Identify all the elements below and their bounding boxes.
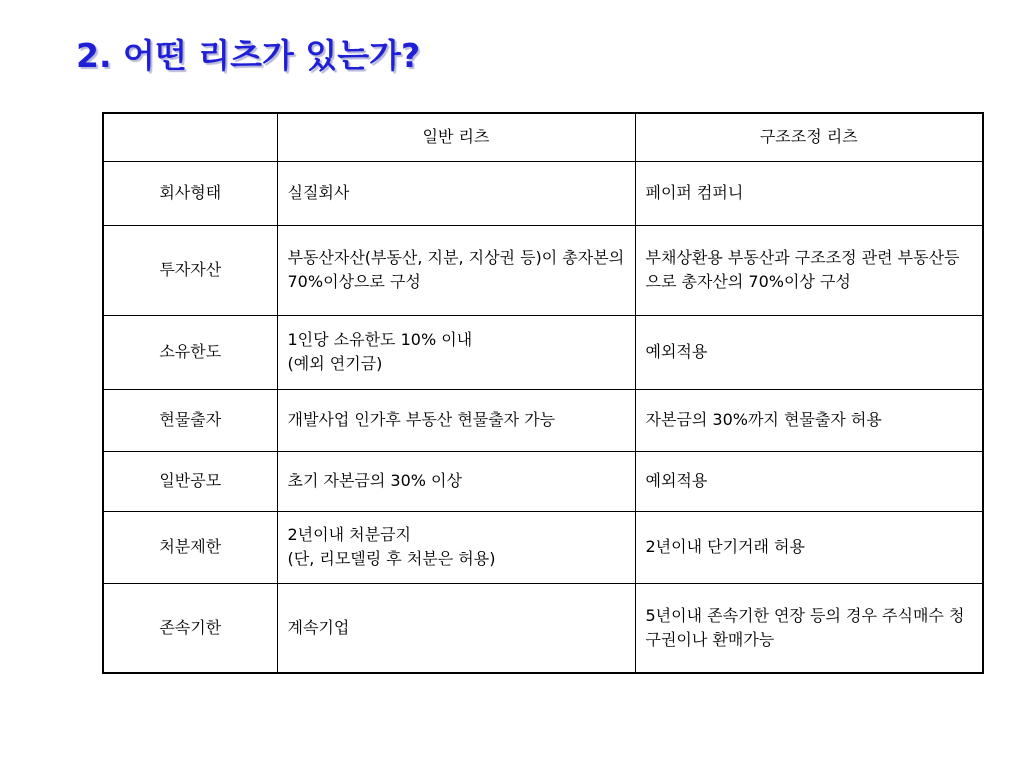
header-general-reits: 일반 리츠	[277, 113, 635, 161]
general-cell	[277, 389, 635, 451]
slide-title: 2. 어떤 리츠가 있는가?	[76, 36, 421, 75]
restructuring-cell	[635, 511, 983, 583]
row-label-ownership-limit: 소유한도	[103, 315, 277, 389]
row-label-public-offering: 일반공모	[103, 451, 277, 511]
row-label-duration-limit: 존속기한	[103, 583, 277, 673]
cell-text: 초기 자본금의 30% 이상	[287, 471, 462, 490]
table-header-row	[103, 113, 983, 161]
table-row	[103, 511, 983, 583]
general-cell	[277, 161, 635, 225]
reits-comparison-table	[102, 112, 984, 674]
cell-text: 5년이내 존속기한 연장 등의 경우 주식매수 청구권이나 환매가능	[645, 605, 965, 649]
restructuring-cell	[635, 583, 983, 673]
cell-text: 예외적용	[645, 342, 708, 361]
row-label-contribution-in-kind: 현물출자	[103, 389, 277, 451]
restructuring-cell	[635, 451, 983, 511]
table-row	[103, 225, 983, 315]
general-cell	[277, 225, 635, 315]
general-cell	[277, 583, 635, 673]
table-row	[103, 451, 983, 511]
cell-text: 개발사업 인가후 부동산 현물출자 가능	[287, 410, 556, 429]
cell-text: 1인당 소유한도 10% 이내	[287, 330, 473, 349]
cell-text: 계속기업	[287, 617, 350, 637]
header-corner-cell	[103, 113, 277, 161]
cell-text: 실질회사	[287, 183, 350, 202]
table-row	[103, 161, 983, 225]
header-restructuring-reits: 구조조정 리츠	[635, 113, 983, 161]
general-cell	[277, 451, 635, 511]
cell-text: 자본금의 30%까지 현물출자 허용	[645, 410, 882, 429]
table-row	[103, 315, 983, 389]
restructuring-cell	[635, 315, 983, 389]
table-row	[103, 389, 983, 451]
cell-text: 부동산자산(부동산, 지분, 지상권 등)이 총자본의 70%이상으로 구성	[287, 248, 625, 291]
cell-text: (단, 리모델링 후 처분은 허용)	[287, 549, 496, 568]
restructuring-cell	[635, 389, 983, 451]
cell-text: 페이퍼 컴퍼니	[645, 183, 744, 202]
general-cell	[277, 315, 635, 389]
restructuring-cell	[635, 161, 983, 225]
row-label-investment-assets: 투자자산	[103, 225, 277, 315]
general-cell	[277, 511, 635, 583]
cell-text: (예외 연기금)	[287, 354, 383, 373]
row-label-disposal-restriction: 처분제한	[103, 511, 277, 583]
table-row	[103, 583, 983, 673]
cell-text: 부채상환용 부동산과 구조조정 관련 부동산등으로 총자산의 70%이상 구성	[645, 248, 960, 291]
restructuring-cell	[635, 225, 983, 315]
cell-text: 2년이내 단기거래 허용	[645, 537, 805, 556]
row-label-company-type: 회사형태	[103, 161, 277, 225]
cell-text: 2년이내 처분금지	[287, 525, 411, 544]
cell-text: 예외적용	[645, 471, 708, 490]
